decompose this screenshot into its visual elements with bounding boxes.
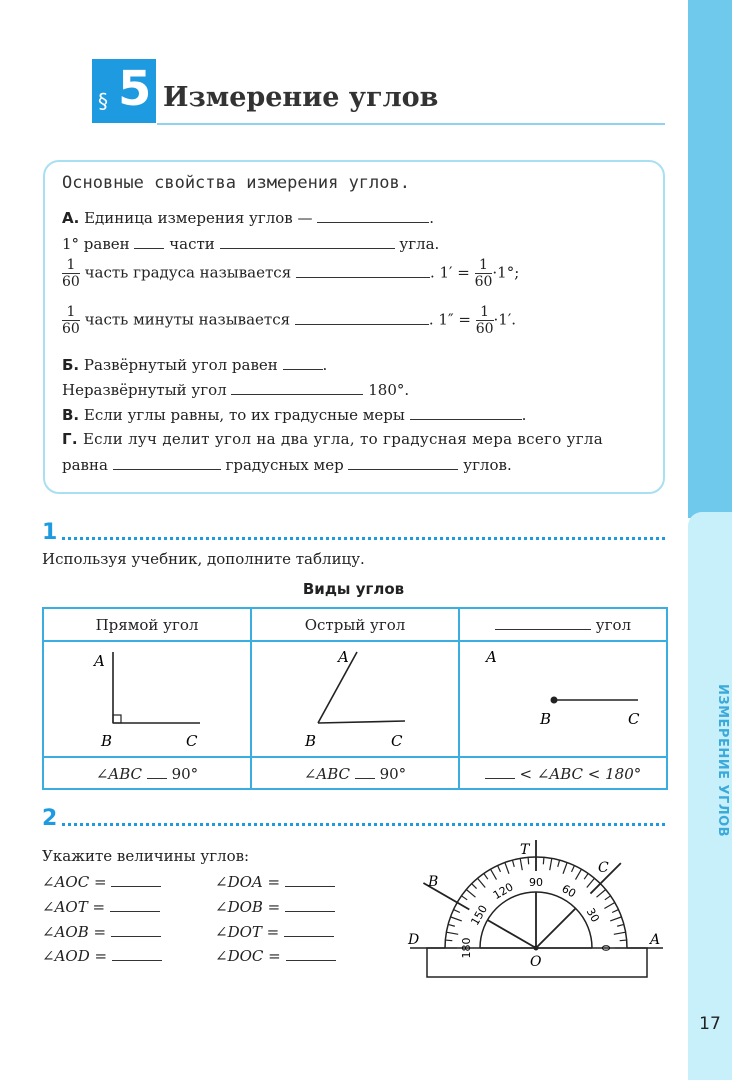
scale-tick — [584, 873, 588, 879]
scale-label: 90 — [529, 876, 543, 889]
text: равна — [62, 456, 108, 474]
text: часть минуты называется — [84, 310, 291, 329]
scale-tick — [587, 878, 595, 887]
scale-label: 60 — [559, 882, 579, 901]
acute-angle-formula — [251, 757, 459, 789]
scale-tick — [450, 917, 461, 921]
text: 180°. — [368, 381, 410, 399]
text: угол — [595, 616, 632, 634]
text: 90° — [379, 764, 407, 783]
num: 1 — [66, 304, 76, 320]
scale-tick — [461, 896, 467, 900]
text: Единица измерения углов — — [84, 209, 313, 227]
point-o: O — [530, 954, 542, 970]
text: часть градуса называется — [84, 263, 292, 282]
blank-field[interactable] — [283, 355, 323, 370]
right-angle-drawing — [44, 642, 250, 752]
blank-field[interactable] — [485, 764, 515, 779]
property-second-line — [62, 304, 516, 337]
point-a: A — [338, 648, 349, 666]
header-right-angle: Прямой угол — [43, 608, 251, 641]
property-b-line2 — [62, 380, 409, 399]
answer-aod — [42, 946, 162, 965]
scale-tick — [445, 940, 452, 941]
scale-tick — [605, 896, 611, 900]
text: ·1′. — [493, 310, 517, 329]
fraction — [62, 304, 80, 337]
blank-field[interactable] — [317, 208, 429, 223]
section-badge — [92, 59, 156, 123]
scale-tick — [454, 910, 460, 913]
point-b: B — [540, 710, 552, 728]
scale-tick — [543, 857, 544, 864]
den: 60 — [62, 321, 80, 337]
right-angle-formula — [43, 757, 251, 789]
scale-tick — [571, 866, 574, 872]
scale-tick — [478, 878, 486, 887]
table-title: Виды углов — [302, 580, 405, 598]
label-a: А. — [62, 209, 80, 227]
page-title: Измерение углов — [163, 82, 439, 113]
scale-tick — [484, 873, 488, 879]
task-1-number: 1 — [42, 520, 58, 545]
point-a: A — [94, 652, 105, 670]
scale-tick — [550, 858, 552, 870]
protractor-diagram — [400, 830, 680, 990]
blank-field[interactable] — [113, 455, 221, 470]
answer-aoc — [42, 872, 161, 891]
blank-field[interactable] — [147, 764, 167, 779]
blank-field[interactable] — [355, 764, 375, 779]
text: . 1′ = — [429, 263, 470, 282]
den: 60 — [475, 321, 494, 337]
blank-field[interactable] — [348, 455, 458, 470]
scale-tick — [604, 903, 614, 909]
scale-tick — [528, 857, 529, 864]
text: 1° равен — [62, 235, 130, 253]
answer-field[interactable] — [285, 897, 335, 912]
label: ∠DOC = — [215, 947, 281, 965]
point-c: C — [598, 860, 609, 876]
blank-angle-figure — [459, 641, 667, 757]
point-t: T — [520, 842, 530, 858]
point-a: A — [486, 648, 497, 666]
point-b: B — [305, 732, 317, 750]
blank-field[interactable] — [410, 405, 522, 420]
task-1-divider — [62, 537, 665, 540]
scale-tick — [512, 860, 514, 867]
scale-label: 30 — [583, 905, 602, 925]
answer-dot — [215, 922, 334, 941]
blank-field[interactable] — [134, 234, 164, 249]
label: ∠AOD = — [42, 947, 108, 965]
point-b: B — [428, 874, 439, 890]
properties-heading: Основные свойства измерения углов. — [62, 173, 410, 193]
point-d: D — [408, 932, 420, 948]
property-a-line2 — [62, 234, 439, 253]
answer-field[interactable] — [112, 946, 162, 961]
sidebar-strip-top — [688, 0, 732, 518]
scale-label: 180 — [460, 937, 473, 959]
scale-tick — [614, 932, 626, 934]
text: ∠ABC — [303, 764, 351, 783]
scale-tick — [620, 940, 627, 941]
text: Если луч делит угол на два угла, то градусная мера всего угла — [82, 430, 603, 448]
label: ∠AOC = — [42, 873, 107, 891]
text: 90° — [171, 764, 199, 783]
scale-tick — [498, 866, 501, 872]
inner-ray-b — [488, 920, 536, 948]
task-2-number: 2 — [42, 806, 58, 831]
den: 60 — [62, 274, 80, 290]
task-1-instruction: Используя учебник, дополните таблицу. — [42, 550, 365, 568]
blank-field[interactable] — [295, 310, 429, 325]
label-g: Г. — [62, 430, 78, 448]
fraction — [476, 304, 494, 337]
label-b: Б. — [62, 356, 80, 374]
blank-angle-formula — [459, 757, 667, 789]
scale-tick — [576, 869, 582, 879]
answer-field[interactable] — [111, 872, 161, 887]
scale-label: 150 — [468, 902, 491, 928]
property-b-line1: Б. Развёрнутый угол равен . — [62, 356, 328, 374]
answer-doc — [215, 946, 336, 965]
point-c: C — [391, 732, 403, 750]
text: < ∠ABC < 180° — [519, 764, 642, 783]
point-c: C — [186, 732, 198, 750]
text: части — [169, 235, 215, 253]
label: ∠AOT = — [42, 898, 106, 916]
fraction — [62, 257, 80, 290]
blank-field[interactable] — [220, 234, 395, 249]
answer-dob — [215, 897, 335, 916]
center-point — [534, 946, 539, 951]
scale-tick — [610, 917, 621, 921]
den: 60 — [474, 274, 493, 290]
answer-aob — [42, 922, 161, 941]
num: 1 — [479, 257, 488, 273]
property-minute-line — [62, 257, 519, 290]
label: ∠DOA = — [215, 873, 281, 891]
answer-field[interactable] — [286, 946, 336, 961]
page-number: 17 — [699, 1014, 721, 1034]
answer-field[interactable] — [111, 922, 161, 937]
fraction — [475, 257, 493, 290]
scale-tick — [472, 884, 477, 889]
blank-field[interactable] — [296, 263, 430, 278]
blank-field[interactable] — [231, 380, 363, 395]
scale-label: 0 — [599, 944, 612, 952]
scale-tick — [446, 932, 458, 934]
task-2-instruction: Укажите величины углов: — [42, 847, 250, 865]
right-angle-figure — [43, 641, 251, 757]
property-v-line: В. Если углы равны, то их градусные меры . — [62, 406, 527, 424]
point-a: A — [650, 932, 661, 948]
text: Если углы равны, то их градусные меры — [83, 406, 405, 424]
answer-field[interactable] — [110, 897, 160, 912]
header-blank-angle — [459, 608, 667, 641]
scale-tick — [558, 860, 560, 867]
text: Неразвёрнутый угол — [62, 381, 227, 399]
point-c: C — [628, 710, 640, 728]
num: 1 — [480, 304, 490, 320]
inner-ray-c — [536, 908, 576, 948]
scale-tick — [597, 890, 606, 898]
text: . 1″ = — [428, 310, 471, 329]
blank-field[interactable] — [495, 615, 591, 630]
acute-angle-drawing — [252, 642, 458, 752]
task-2-divider — [62, 823, 665, 826]
sidebar-title: ИЗМЕРЕНИЕ УГЛОВ — [715, 684, 730, 838]
num: 1 — [66, 257, 76, 273]
answer-field[interactable] — [284, 922, 334, 937]
text: угла. — [399, 235, 440, 253]
label: ∠AOB = — [42, 923, 107, 941]
scale-tick — [448, 924, 455, 926]
scale-tick — [491, 869, 497, 879]
property-a-line1: А. Единица измерения углов — . — [62, 209, 435, 227]
scale-tick — [612, 910, 618, 913]
property-g-line2 — [62, 455, 512, 474]
section-symbol: § — [98, 89, 108, 113]
answer-field[interactable] — [285, 872, 335, 887]
section-number: 5 — [118, 61, 152, 117]
scale-tick — [520, 858, 522, 870]
text: Развёрнутый угол равен — [83, 356, 278, 374]
text: углов. — [463, 456, 512, 474]
scale-tick — [466, 890, 475, 898]
scale-tick — [505, 862, 509, 873]
acute-angle-figure — [251, 641, 459, 757]
angle-kinds-table — [42, 607, 668, 790]
header-acute-angle: Острый угол — [251, 608, 459, 641]
label: ∠DOB = — [215, 898, 281, 916]
answer-aot — [42, 897, 160, 916]
label: ∠DOT = — [215, 923, 280, 941]
property-g-line1 — [62, 430, 603, 448]
text: градусных мер — [225, 456, 344, 474]
answer-doa — [215, 872, 335, 891]
blank-angle-drawing — [460, 642, 666, 752]
title-rule — [157, 123, 665, 125]
scale-tick — [617, 924, 624, 926]
point-b: B — [101, 732, 113, 750]
scale-label: 120 — [490, 880, 516, 903]
label-v: В. — [62, 406, 80, 424]
scale-tick — [563, 862, 567, 873]
text: ·1°; — [492, 263, 520, 282]
text: ∠ABC — [95, 764, 143, 783]
